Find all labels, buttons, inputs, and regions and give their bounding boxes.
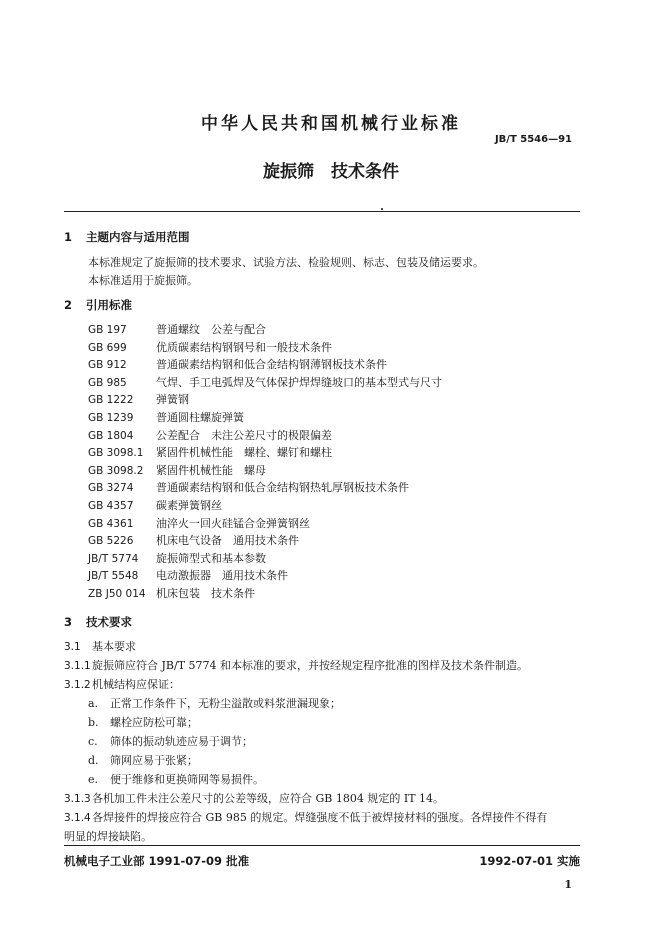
- item-marker: a.: [88, 697, 99, 710]
- ref-code: GB 1804: [88, 429, 134, 442]
- ref-code: GB 912: [88, 359, 127, 372]
- section-number: 1: [64, 230, 73, 244]
- ref-title: 气焊、手工电弧焊及气体保护焊焊缝坡口的基本型式与尺寸: [156, 375, 442, 389]
- list-item: [88, 427, 442, 445]
- effective-date: 1992-07-01 实施: [479, 854, 580, 868]
- list-item: [88, 714, 198, 730]
- ref-title: 普通碳素结构钢和低合金结构钢薄钢板技术条件: [156, 358, 387, 372]
- item-marker: b.: [88, 716, 99, 729]
- list-item: [88, 356, 442, 374]
- ref-code: GB 3274: [88, 482, 134, 495]
- clause-3-1-2: [64, 676, 180, 692]
- section-1-heading: [64, 229, 190, 245]
- list-item: [88, 321, 442, 339]
- ref-code: GB 5226: [88, 535, 134, 548]
- standard-number: JB/T 5546—91: [494, 134, 572, 145]
- ref-code: GB 985: [88, 376, 127, 389]
- item-text: 便于维修和更换筛网等易损件。: [110, 773, 264, 786]
- list-item: [88, 391, 442, 409]
- ref-title: 机床电气设备 通用技术条件: [156, 534, 299, 548]
- ref-title: 紧固件机械性能 螺栓、螺钉和螺柱: [156, 446, 332, 460]
- clause-text: 各焊接件的焊接应符合 GB 985 的规定。焊缝强度不低于被焊接材料的强度。各焊接件不得有: [92, 811, 548, 824]
- clause-continuation: 明显的焊接缺陷。: [64, 830, 152, 843]
- clause-3-1-3: [64, 790, 444, 806]
- list-item: [88, 497, 442, 515]
- ref-title: 旋振筛型式和基本参数: [156, 551, 266, 565]
- clause-3-1-4: [64, 809, 547, 825]
- list-item: [88, 752, 198, 768]
- item-marker: d.: [88, 754, 99, 767]
- clause-number: 3.1.3: [64, 793, 91, 805]
- ref-code: GB 197: [88, 324, 127, 336]
- ref-title: 机床包装 技术条件: [156, 586, 255, 600]
- clause-text: 基本要求: [92, 640, 136, 653]
- ref-code: GB 4361: [88, 517, 134, 530]
- ref-title: 普通圆柱螺旋弹簧: [156, 410, 244, 424]
- clause-text: 旋振筛应符合 JB/T 5774 和本标准的要求，并按经规定程序批准的图样及技术条件制造。: [92, 659, 529, 672]
- clause-number: 3.1.4: [64, 812, 91, 824]
- list-item: [88, 515, 442, 533]
- page-number: 1: [564, 878, 572, 891]
- ref-title: 油淬火一回火硅锰合金弹簧钢丝: [156, 516, 310, 530]
- list-item: [88, 550, 442, 568]
- list-item: [88, 532, 442, 550]
- clause-3-1-1: [64, 657, 528, 673]
- ref-title: 公差配合 未注公差尺寸的极限偏差: [156, 428, 332, 442]
- ref-code: ZB J50 014: [88, 587, 146, 600]
- paragraph: 本标准适用于旋振筛。: [88, 274, 198, 287]
- item-text: 筛网应易于张紧；: [110, 754, 198, 767]
- clause-text: 机械结构应保证：: [92, 678, 180, 691]
- list-item: [88, 374, 442, 392]
- item-marker: e.: [88, 773, 99, 786]
- top-divider: [64, 211, 580, 212]
- ref-title: 普通碳素结构钢和低合金结构钢热轧厚钢板技术条件: [156, 481, 409, 495]
- item-text: 螺栓应防松可靠；: [110, 716, 198, 729]
- section-2-heading: [64, 297, 132, 313]
- reference-list: [88, 321, 442, 603]
- ref-code: JB/T 5548: [88, 570, 139, 583]
- item-text: 筛体的振动轨迹应易于调节；: [110, 735, 253, 748]
- list-item: [88, 479, 442, 497]
- list-item: [88, 771, 264, 787]
- clause-number: 3.1.1: [64, 660, 91, 672]
- ref-code: GB 4357: [88, 499, 134, 512]
- item-text: 正常工作条件下，无粉尘溢散或料浆泄漏现象；: [110, 697, 341, 710]
- ref-title: 电动激振器 通用技术条件: [156, 569, 288, 583]
- section-title: 技术要求: [86, 615, 132, 629]
- document-title: 旋振筛 技术条件: [263, 162, 399, 182]
- approval-info: 机械电子工业部 1991-07-09 批准: [64, 854, 250, 868]
- item-marker: c.: [88, 735, 98, 748]
- list-item: [88, 585, 442, 603]
- list-item: [88, 695, 341, 711]
- ref-title: 优质碳素结构钢钢号和一般技术条件: [156, 340, 332, 354]
- section-number: 3: [64, 615, 73, 629]
- list-item: [88, 444, 442, 462]
- list-item: [88, 462, 442, 480]
- speck-mark: [381, 208, 383, 210]
- clause-number: 3.1: [64, 641, 81, 653]
- list-item: [88, 339, 442, 357]
- paragraph: 本标准规定了旋振筛的技术要求、试验方法、检验规则、标志、包装及储运要求。: [88, 256, 484, 269]
- list-item: [88, 409, 442, 427]
- ref-code: GB 1222: [88, 394, 134, 407]
- clause-3-1: [64, 638, 136, 654]
- section-title: 主题内容与适用范围: [86, 230, 190, 244]
- ref-title: 弹簧钢: [156, 393, 189, 407]
- ref-code: GB 699: [88, 341, 127, 354]
- list-item: [88, 733, 253, 749]
- section-title: 引用标准: [86, 298, 132, 312]
- ref-code: GB 3098.2: [88, 464, 144, 477]
- list-item: [88, 567, 442, 585]
- clause-number: 3.1.2: [64, 679, 91, 691]
- ref-title: 普通螺纹 公差与配合: [156, 323, 266, 336]
- ref-code: JB/T 5774: [88, 552, 139, 565]
- ref-code: GB 1239: [88, 411, 134, 424]
- ref-code: GB 3098.1: [88, 447, 144, 460]
- bottom-divider: [64, 845, 580, 846]
- ref-title: 紧固件机械性能 螺母: [156, 463, 266, 477]
- clause-text: 各机加工件未注公差尺寸的公差等级，应符合 GB 1804 规定的 IT 14。: [92, 792, 445, 805]
- section-number: 2: [64, 298, 73, 312]
- org-standard-heading: 中华人民共和国机械行业标准: [201, 114, 461, 134]
- section-3-heading: [64, 614, 132, 630]
- ref-title: 碳素弹簧钢丝: [156, 498, 222, 512]
